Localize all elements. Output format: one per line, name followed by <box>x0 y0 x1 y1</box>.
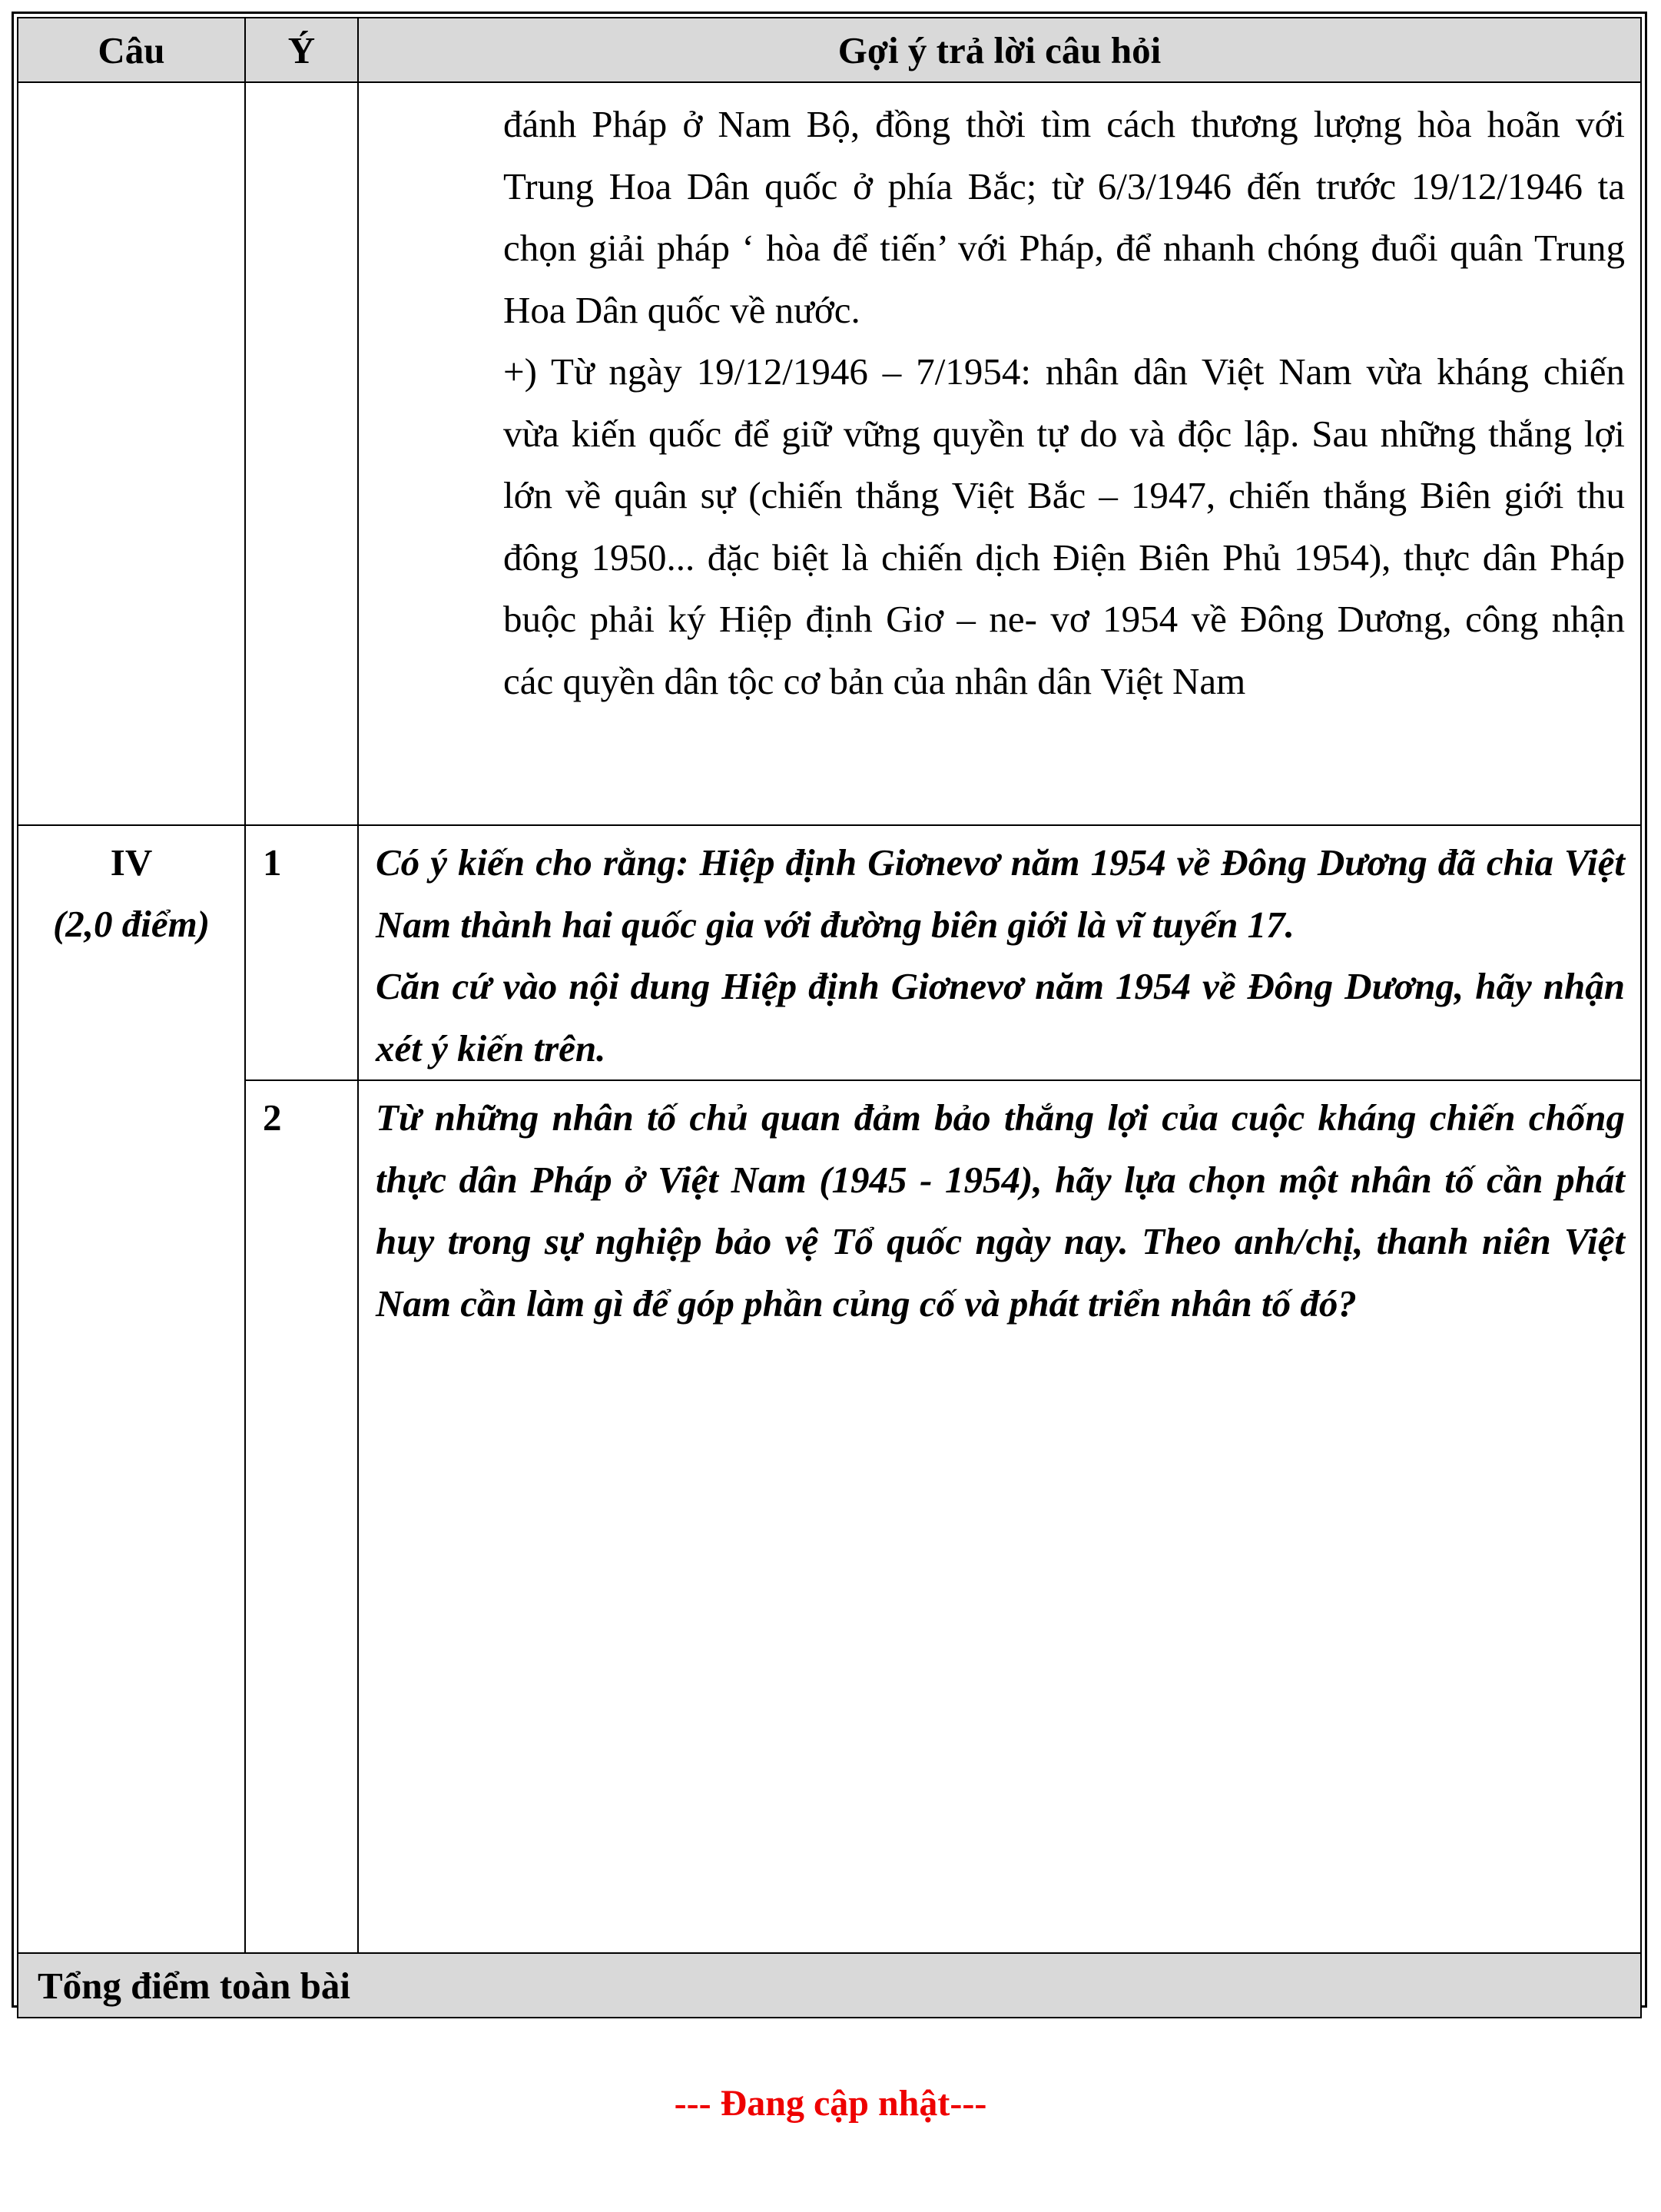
updating-notice: --- Đang cập nhật--- <box>674 2083 987 2124</box>
table-row-continuation <box>18 82 1641 825</box>
header-y: Ý <box>245 18 358 82</box>
answer-paragraph: đánh Pháp ở Nam Bộ, đồng thời tìm cách thương lượng hòa hoãn với Trung Hoa Dân quốc ở phía Bắc; từ 6/3/1946 đến trước 19/12/1946 ta chọn giải pháp ‘ hòa để tiến’ với Pháp, để nhanh chóng đuổi quân Trung Hoa Dân quốc về nước. <box>503 103 1625 331</box>
answer-paragraph: +) Từ ngày 19/12/1946 – 7/1954: nhân dân Việt Nam vừa kháng chiến vừa kiến quốc để giữ vững quyền tự do và độc lập. Sau những thắng lợi lớn về quân sự (chiến thắng Việt Bắc – 1947, chiến thắng Biên giới thu đông 1950... đặc biệt là chiến dịch Điện Biên Phủ 1954), thực dân Pháp buộc phải ký Hiệp định Giơ – ne- vơ 1954 về Đông Dương, công nhận các quyền dân tộc cơ bản của nhân dân Việt Nam <box>503 350 1625 702</box>
question-line: Có ý kiến cho rằng: Hiệp định Giơnevơ năm 1954 về Đông Dương đã chia Việt Nam thành hai quốc gia với đường biên giới là vĩ tuyến 17. <box>376 841 1625 946</box>
question-cell-1 <box>358 825 1641 1080</box>
header-cau: Câu <box>18 18 245 82</box>
header-goi-y: Gợi ý trả lời câu hỏi <box>358 18 1641 82</box>
question-line: Từ những nhân tố chủ quan đảm bảo thắng lợi của cuộc kháng chiến chống thực dân Pháp ở Việt Nam (1945 - 1954), hãy lựa chọn một nhân tố cần phát huy trong sự nghiệp bảo vệ Tổ quốc ngày nay. Theo anh/chị, thanh niên Việt Nam cần làm gì để góp phần củng cố và phát triển nhân tố đó? <box>376 1096 1625 1325</box>
y-cell-1 <box>245 825 358 1080</box>
sub-question-text <box>359 1081 1640 1335</box>
table-row-iv-2 <box>18 1080 1641 1953</box>
y-cell-empty <box>245 82 358 825</box>
answer-cell <box>358 82 1641 825</box>
cau-cell-empty <box>18 82 245 825</box>
sub-question-number: 1 <box>263 841 282 884</box>
question-line: Căn cứ vào nội dung Hiệp định Giơnevơ năm 1954 về Đông Dương, hãy nhận xét ý kiến trên. <box>376 965 1625 1070</box>
answer-table-frame <box>12 12 1647 2008</box>
sub-question-number: 2 <box>263 1096 282 1139</box>
answer-table <box>17 17 1642 2018</box>
cau-cell-iv <box>18 825 245 1953</box>
question-cell-2 <box>358 1080 1641 1953</box>
total-score-label: Tổng điểm toàn bài <box>18 1953 1641 2018</box>
answer-text <box>359 83 1640 712</box>
table-header-row <box>18 18 1641 82</box>
table-footer-row <box>18 1953 1641 2018</box>
question-number: IV <box>110 841 153 884</box>
sub-question-text <box>359 826 1640 1079</box>
table-row-iv-1 <box>18 825 1641 1080</box>
y-cell-2 <box>245 1080 358 1953</box>
question-points: (2,0 điểm) <box>52 903 211 945</box>
